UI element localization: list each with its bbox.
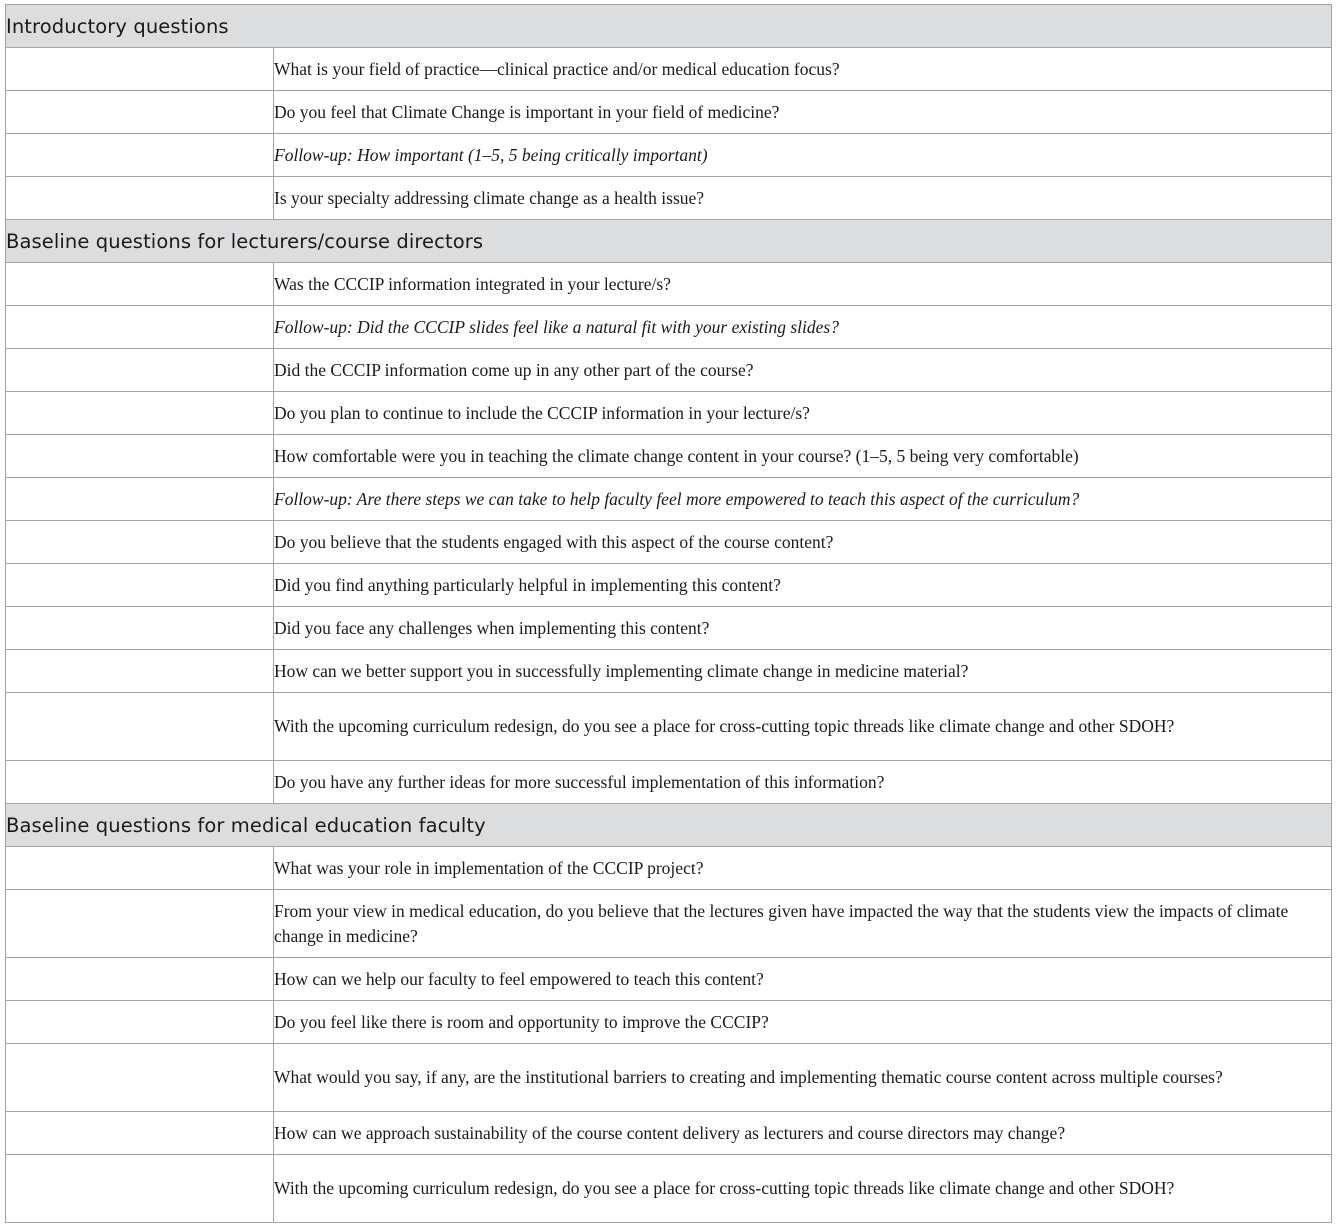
question-text: Did you find anything particularly helpful in implementing this content? (274, 564, 1332, 607)
section-header-row (6, 5, 1332, 48)
question-text: What was your role in implementation of the CCCIP project? (274, 847, 1332, 890)
question-text: What is your field of practice—clinical practice and/or medical education focus? (274, 48, 1332, 91)
empty-cell (6, 1112, 274, 1155)
empty-cell (6, 607, 274, 650)
question-row (6, 435, 1332, 478)
question-row (6, 1044, 1332, 1112)
question-text: How can we help our faculty to feel empowered to teach this content? (274, 958, 1332, 1001)
question-text: Do you feel that Climate Change is important in your field of medicine? (274, 91, 1332, 134)
question-text: With the upcoming curriculum redesign, do you see a place for cross-cutting topic threads like climate change and other SDOH? (274, 1155, 1332, 1223)
section-header-row (6, 804, 1332, 847)
follow-up-question-text: Follow-up: How important (1–5, 5 being critically important) (274, 134, 1332, 177)
question-text: How can we better support you in successfully implementing climate change in medicine material? (274, 650, 1332, 693)
question-row (6, 693, 1332, 761)
question-row (6, 263, 1332, 306)
question-text: Is your specialty addressing climate change as a health issue? (274, 177, 1332, 220)
empty-cell (6, 650, 274, 693)
question-row (6, 349, 1332, 392)
empty-cell (6, 134, 274, 177)
follow-up-question-row (6, 134, 1332, 177)
empty-cell (6, 564, 274, 607)
question-text: Was the CCCIP information integrated in your lecture/s? (274, 263, 1332, 306)
empty-cell (6, 1155, 274, 1223)
empty-cell (6, 263, 274, 306)
empty-cell (6, 521, 274, 564)
empty-cell (6, 91, 274, 134)
question-text: How comfortable were you in teaching the climate change content in your course? (1–5, 5 being very comfortable) (274, 435, 1332, 478)
question-row (6, 392, 1332, 435)
empty-cell (6, 761, 274, 804)
section-title: Introductory questions (6, 5, 1332, 48)
follow-up-question-row (6, 306, 1332, 349)
question-row (6, 650, 1332, 693)
empty-cell (6, 958, 274, 1001)
empty-cell (6, 890, 274, 958)
follow-up-question-text: Follow-up: Are there steps we can take to help faculty feel more empowered to teach this aspect of the curriculum? (274, 478, 1332, 521)
question-text: Do you have any further ideas for more successful implementation of this information? (274, 761, 1332, 804)
empty-cell (6, 1044, 274, 1112)
question-row (6, 607, 1332, 650)
question-text: Do you feel like there is room and opportunity to improve the CCCIP? (274, 1001, 1332, 1044)
section-header-row (6, 220, 1332, 263)
question-row (6, 1001, 1332, 1044)
question-row (6, 521, 1332, 564)
follow-up-question-row (6, 478, 1332, 521)
question-row (6, 890, 1332, 958)
empty-cell (6, 48, 274, 91)
question-text: Did you face any challenges when implementing this content? (274, 607, 1332, 650)
follow-up-question-text: Follow-up: Did the CCCIP slides feel like a natural fit with your existing slides? (274, 306, 1332, 349)
question-row (6, 91, 1332, 134)
empty-cell (6, 478, 274, 521)
question-row (6, 958, 1332, 1001)
question-text: Do you plan to continue to include the CCCIP information in your lecture/s? (274, 392, 1332, 435)
empty-cell (6, 847, 274, 890)
question-text: What would you say, if any, are the institutional barriers to creating and implementing thematic course content across multiple courses? (274, 1044, 1332, 1112)
empty-cell (6, 392, 274, 435)
section-title: Baseline questions for lecturers/course directors (6, 220, 1332, 263)
question-row (6, 761, 1332, 804)
empty-cell (6, 1001, 274, 1044)
question-row (6, 1112, 1332, 1155)
empty-cell (6, 693, 274, 761)
question-row (6, 177, 1332, 220)
question-text: With the upcoming curriculum redesign, do you see a place for cross-cutting topic threads like climate change and other SDOH? (274, 693, 1332, 761)
section-title: Baseline questions for medical education faculty (6, 804, 1332, 847)
question-row (6, 1155, 1332, 1223)
question-row (6, 564, 1332, 607)
question-text: Do you believe that the students engaged with this aspect of the course content? (274, 521, 1332, 564)
empty-cell (6, 435, 274, 478)
question-row (6, 48, 1332, 91)
question-text: How can we approach sustainability of the course content delivery as lecturers and course directors may change? (274, 1112, 1332, 1155)
question-row (6, 847, 1332, 890)
empty-cell (6, 177, 274, 220)
question-text: From your view in medical education, do you believe that the lectures given have impacted the way that the students view the impacts of climate change in medicine? (274, 890, 1332, 958)
question-text: Did the CCCIP information come up in any other part of the course? (274, 349, 1332, 392)
table-body (6, 5, 1332, 1223)
interview-question-table (5, 4, 1332, 1223)
empty-cell (6, 349, 274, 392)
empty-cell (6, 306, 274, 349)
